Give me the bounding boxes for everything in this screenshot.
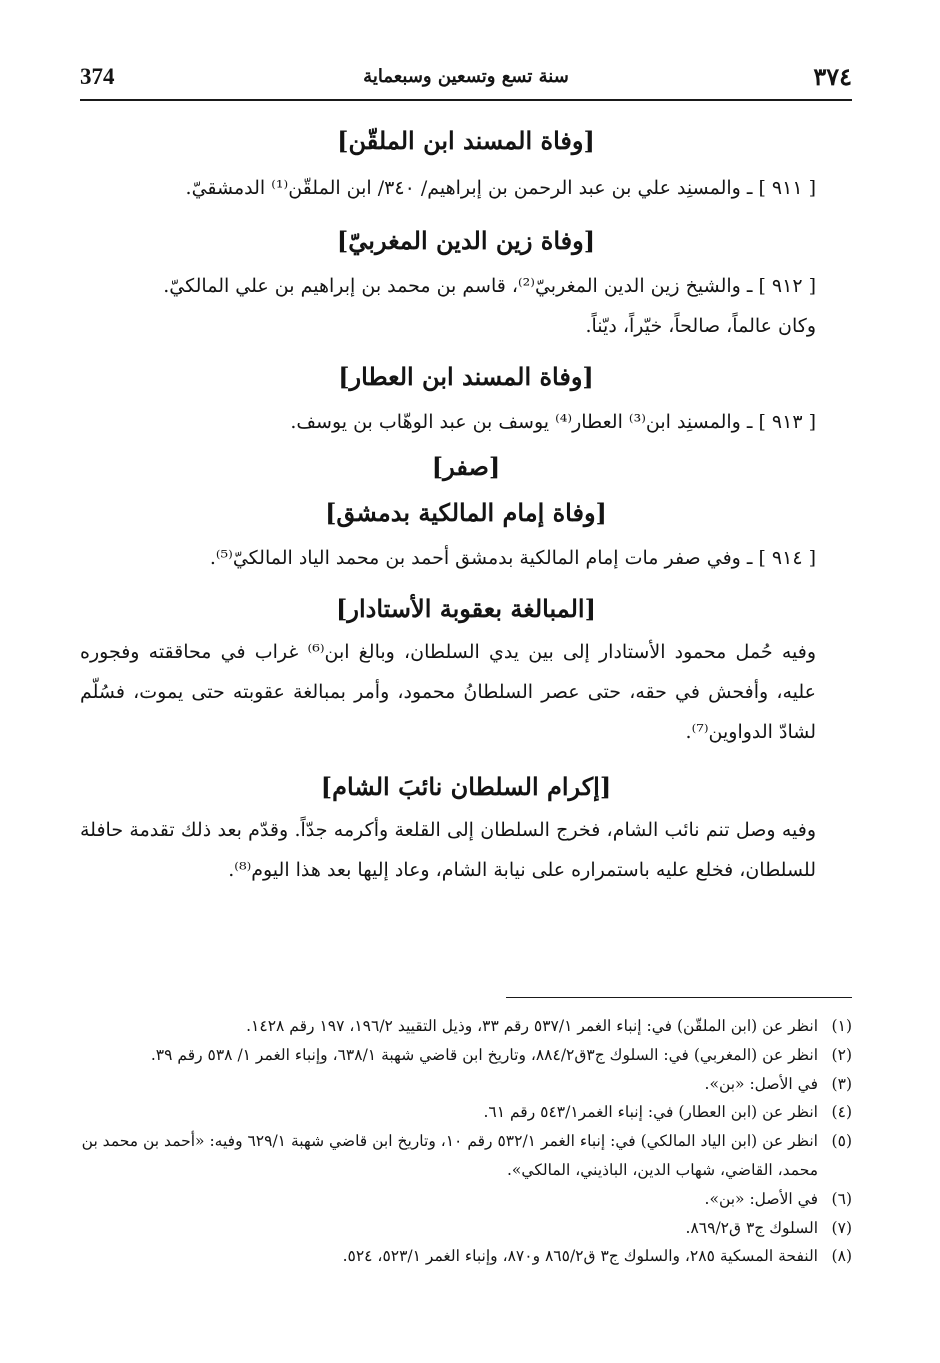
entry-paragraph: وكان عالماً، صالحاً، خيّراً، ديّناً.: [585, 315, 816, 337]
footnote-item: [80, 1012, 852, 1041]
entry-paragraph: [ ٩١٤ ] ـ وفي صفر مات إمام المالكية بدمشق أحمد بن محمد الياد المالكيّ⁽⁵⁾.: [209, 547, 816, 569]
footnote-text: في الأصل: «بن».: [704, 1074, 818, 1093]
footnotes: [80, 1012, 852, 1271]
section-heading: [وفاة زين الدين المغربيّ]: [336, 226, 596, 255]
section-heading: [وفاة إمام المالكية بدمشق]: [325, 498, 607, 527]
footnote-number: (٧): [831, 1218, 852, 1237]
footnote-number: (١): [831, 1017, 852, 1035]
entry-paragraph: [ ٩١٢ ] ـ والشيخ زين الدين المغربيّ⁽²⁾، قاسم بن محمد بن إبراهيم بن علي المالكيّ.: [163, 275, 816, 297]
page-header: [80, 62, 852, 96]
page-number-arabic: ٣٧٤: [813, 62, 852, 91]
footnote-text: السلوك ج٣ ق٨٦٩/٢.: [685, 1218, 818, 1237]
entry-paragraph: [ ٩١٣ ] ـ والمسنِد ابن⁽³⁾ العطار⁽⁴⁾ يوسف بن عبد الوهّاب بن يوسف.: [290, 411, 816, 433]
entry-paragraph: وفيه حُمل محمود الأستادار إلى بين يدي السلطان، وبالغ ابن⁽⁶⁾ غراب في محاققته وفجوره عليه، وأفحش في حقه، حتى عصر السلطانُ محمود، وأمر بمبالغة عقوبته حتى يموت، فسُلّم لشادّ الدواوين⁽⁷⁾.: [80, 641, 816, 743]
footnote-item: [80, 1242, 852, 1271]
footnote-item: [80, 1070, 852, 1099]
footnote-item: [80, 1214, 852, 1243]
entry-paragraph: [ ٩١١ ] ـ والمسنِد علي بن عبد الرحمن بن إبراهيم/ ٣٤٠/ ابن الملقّن⁽¹⁾ الدمشقيّ.: [185, 177, 816, 199]
footnote-number: (٣): [831, 1074, 852, 1093]
footnote-divider: [506, 997, 852, 998]
header-divider: [80, 99, 852, 101]
section-heading: [وفاة المسند ابن العطار]: [338, 362, 594, 391]
footnote-text: انظر عن (ابن الملقّن) في: إنباء الغمر ٥٣٧/١ رقم ٣٣، وذيل التقييد ١٩٦/٢، ١٩٧ رقم ١٤٢٨.: [246, 1017, 818, 1035]
section-heading: [وفاة المسند ابن الملقّن]: [337, 126, 595, 155]
footnote-number: (٤): [831, 1103, 852, 1122]
footnote-number: (٦): [831, 1189, 852, 1208]
footnote-text: انظر عن (ابن العطار) في: إنباء الغمر٥٤٣/١ رقم ٦١.: [483, 1103, 818, 1122]
footnote-item: [80, 1185, 852, 1214]
footnote-text: في الأصل: «بن».: [704, 1189, 818, 1208]
footnote-item: [80, 1041, 852, 1070]
footnote-number: (٥): [831, 1132, 852, 1151]
main-text: [80, 124, 852, 890]
section-heading: [المبالغة بعقوبة الأستادار]: [336, 594, 596, 623]
page-number-latin: 374: [80, 64, 115, 89]
month-heading: [صفر]: [431, 452, 501, 481]
footnote-text: انظر عن (ابن الياد المالكي) في: إنباء الغمر ٥٣٢/١ رقم ١٠، وتاريخ ابن قاضي شهبة ٦٢٩/١ وفيه: «أحمد بن محمد بن محمد، القاضي، شهاب الدين، الباذيني، المالكي».: [81, 1132, 818, 1179]
footnote-item: [80, 1127, 852, 1185]
footnote-text: النفحة المسكية ٢٨٥، والسلوك ج٣ ق٨٦٥/٢ و٨٧٠، وإنباء الغمر ٥٢٣/١، ٥٢٤.: [342, 1247, 818, 1266]
footnote-number: (٨): [831, 1247, 852, 1266]
footnote-number: (٢): [831, 1045, 852, 1064]
running-title: سنة تسع وتسعين وسبعماية: [363, 66, 569, 87]
footnote-text: انظر عن (المغربي) في: السلوك ج٣ق٨٨٤/٢، وتاريخ ابن قاضي شهبة ٦٣٨/١، وإنباء الغمر ١/ ٥٣٨ رقم ٣٩.: [150, 1045, 818, 1064]
entry-paragraph: وفيه وصل تنم نائب الشام، فخرج السلطان إلى القلعة وأكرمه جدّاً. وقدّم بعد ذلك تقدمة حافلة للسلطان، فخلع عليه باستمراره على نيابة الشام، وعاد إليها بعد هذا اليوم⁽⁸⁾.: [80, 819, 816, 881]
footnote-item: [80, 1098, 852, 1127]
section-heading: [إكرام السلطان نائبَ الشام]: [320, 772, 612, 801]
